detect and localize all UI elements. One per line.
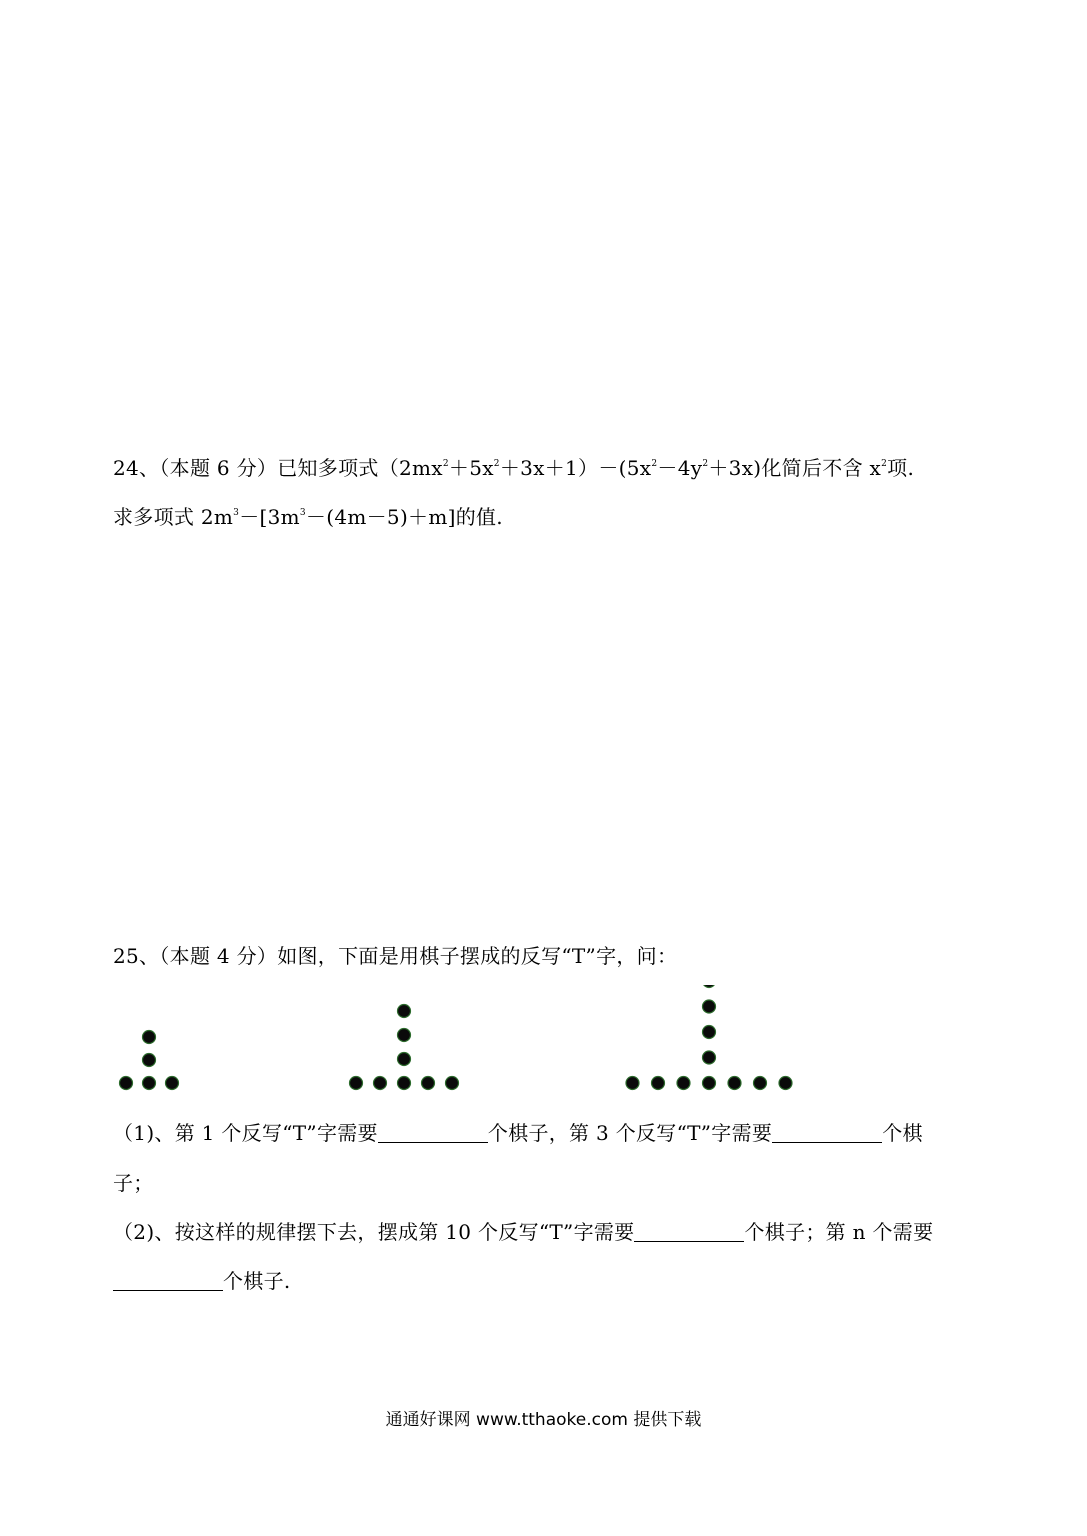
reversed-t-figure-1 xyxy=(120,1031,179,1090)
answer-blank-2[interactable] xyxy=(772,1122,882,1143)
chess-piece xyxy=(626,1077,639,1090)
chess-piece xyxy=(422,1077,435,1090)
footer-text: 通通好课网 www.tthaoke.com 提供下载 xyxy=(385,1410,702,1430)
q24-line2: 求多项式 $2m^3-[3m^3-(4m-5)+m]$的值. xyxy=(113,505,503,529)
chess-piece xyxy=(652,1077,665,1090)
q25-part2-line1: （2)、按这样的规律摆下去，摆成第 10 个反写“T”字需要 个棋子；第 n 个需要 xyxy=(113,1220,934,1244)
q25-part1-line1: （1)、第 1 个反写“T”字需要 个棋子，第 3 个反写“T”字需要 个棋 xyxy=(113,1121,923,1145)
chess-piece xyxy=(398,1029,411,1042)
chess-piece xyxy=(143,1031,156,1044)
chess-piece xyxy=(350,1077,363,1090)
chess-piece xyxy=(398,1077,411,1090)
chess-piece xyxy=(143,1054,156,1067)
chess-piece xyxy=(677,1077,690,1090)
answer-blank-4[interactable] xyxy=(113,1270,223,1291)
q25-title: 25、（本题 4 分）如图，下面是用棋子摆成的反写“T”字，问： xyxy=(113,944,678,968)
chess-piece xyxy=(398,1005,411,1018)
chess-piece xyxy=(703,1077,716,1090)
chess-piece xyxy=(728,1077,741,1090)
chess-piece xyxy=(703,1051,716,1064)
chess-piece xyxy=(703,1026,716,1039)
q25-part1-line2: 子； xyxy=(113,1171,154,1195)
reversed-t-figure-3 xyxy=(626,985,792,1090)
chess-piece xyxy=(398,1053,411,1066)
answer-blank-3[interactable] xyxy=(634,1221,744,1242)
reversed-t-figure xyxy=(0,985,1087,1095)
reversed-t-figure-2 xyxy=(350,1005,459,1090)
chess-piece xyxy=(703,1000,716,1013)
chess-piece xyxy=(703,985,716,988)
q24-line1: 24、（本题 6 分）已知多项式$(2mx^2+5x^2+3x+1)-(5x^2-4y^2+3x)$化简后不含 $x^2$项. xyxy=(113,456,915,480)
chess-piece xyxy=(374,1077,387,1090)
chess-piece xyxy=(446,1077,459,1090)
chess-piece xyxy=(143,1077,156,1090)
chess-piece xyxy=(120,1077,133,1090)
answer-blank-1[interactable] xyxy=(378,1122,488,1143)
chess-piece xyxy=(754,1077,767,1090)
chess-piece xyxy=(166,1077,179,1090)
chess-piece xyxy=(779,1077,792,1090)
q25-part2-line2: 个棋子. xyxy=(113,1269,291,1293)
